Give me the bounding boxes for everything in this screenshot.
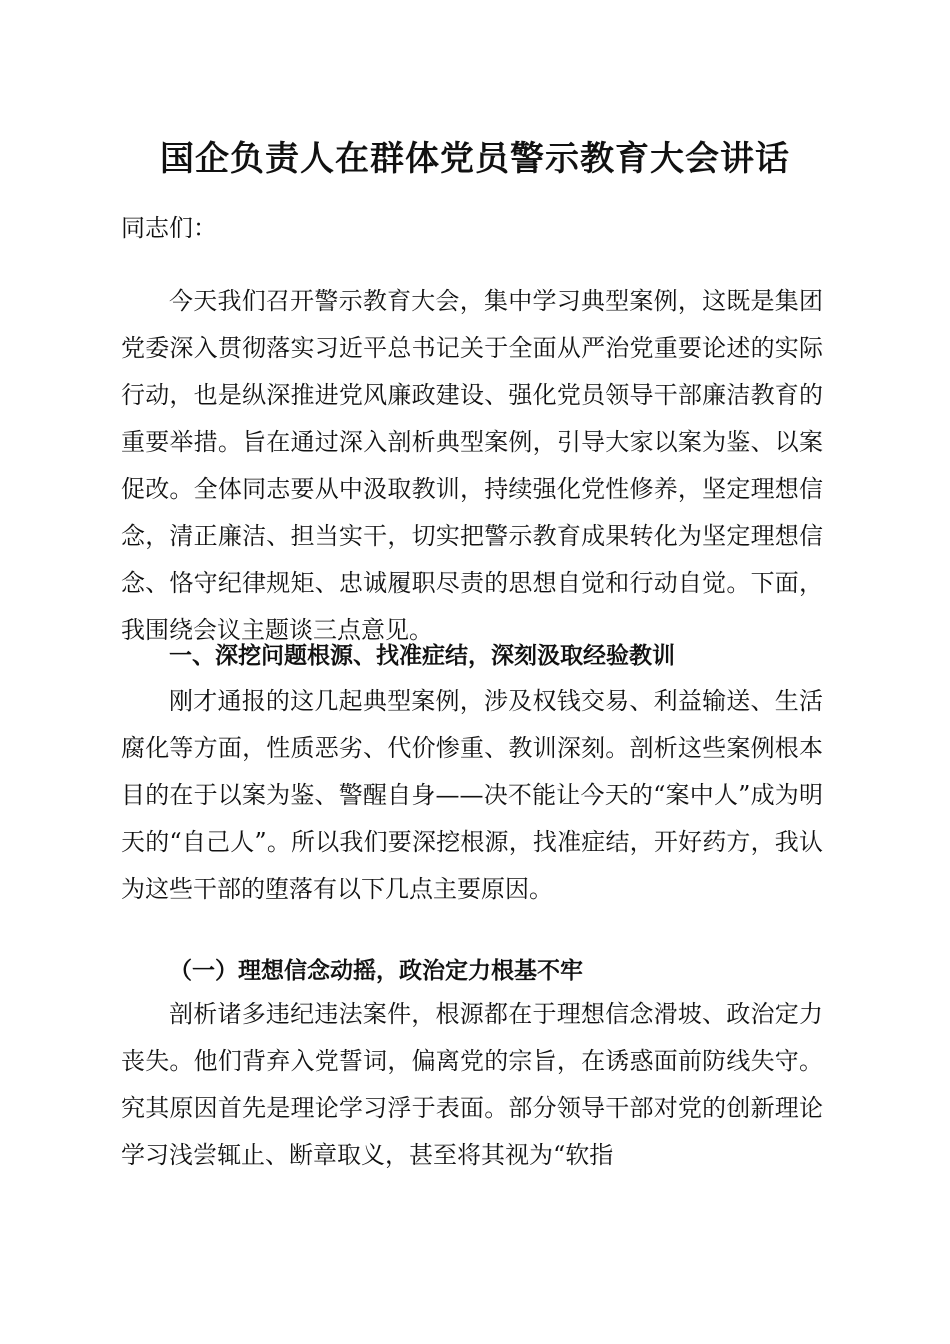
subsection-heading-1: （一）理想信念动摇，政治定力根基不牢 bbox=[169, 957, 583, 984]
paragraph-subsection-1: 剖析诸多违纪违法案件，根源都在于理想信念滑坡、政治定力丧失。他们背弃入党誓词，偏离党的宗旨，在诱惑面前防线失守。究其原因首先是理论学习浮于表面。部分领导干部对党的创新理论学习浅尝辄止、断章取义，甚至将其视为“软指 bbox=[121, 1000, 823, 1169]
document-title: 国企负责人在群体党员警示教育大会讲话 bbox=[160, 139, 790, 179]
paragraph-intro: 今天我们召开警示教育大会，集中学习典型案例，这既是集团党委深入贯彻落实习近平总书记关于全面从严治党重要论述的实际行动，也是纵深推进党风廉政建设、强化党员领导干部廉洁教育的重要举措。旨在通过深入剖析典型案例，引导大家以案为鉴、以案促改。全体同志要从中汲取教训，持续强化党性修养，坚定理想信念，清正廉洁、担当实干，切实把警示教育成果转化为坚定理想信念、恪守纪律规矩、忠诚履职尽责的思想自觉和行动自觉。下面，我围绕会议主题谈三点意见。 bbox=[121, 287, 823, 644]
salutation: 同志们： bbox=[121, 214, 217, 242]
paragraph-section-1: 刚才通报的这几起典型案例，涉及权钱交易、利益输送、生活腐化等方面，性质恶劣、代价惨重、教训深刻。剖析这些案例根本目的在于以案为鉴、警醒自身——决不能让今天的“案中人”成为明天的“自己人”。所以我们要深挖根源，找准症结，开好药方，我认为这些干部的堕落有以下几点主要原因。 bbox=[121, 687, 823, 903]
section-heading-1: 一、深挖问题根源、找准症结，深刻汲取经验教训 bbox=[169, 643, 675, 669]
